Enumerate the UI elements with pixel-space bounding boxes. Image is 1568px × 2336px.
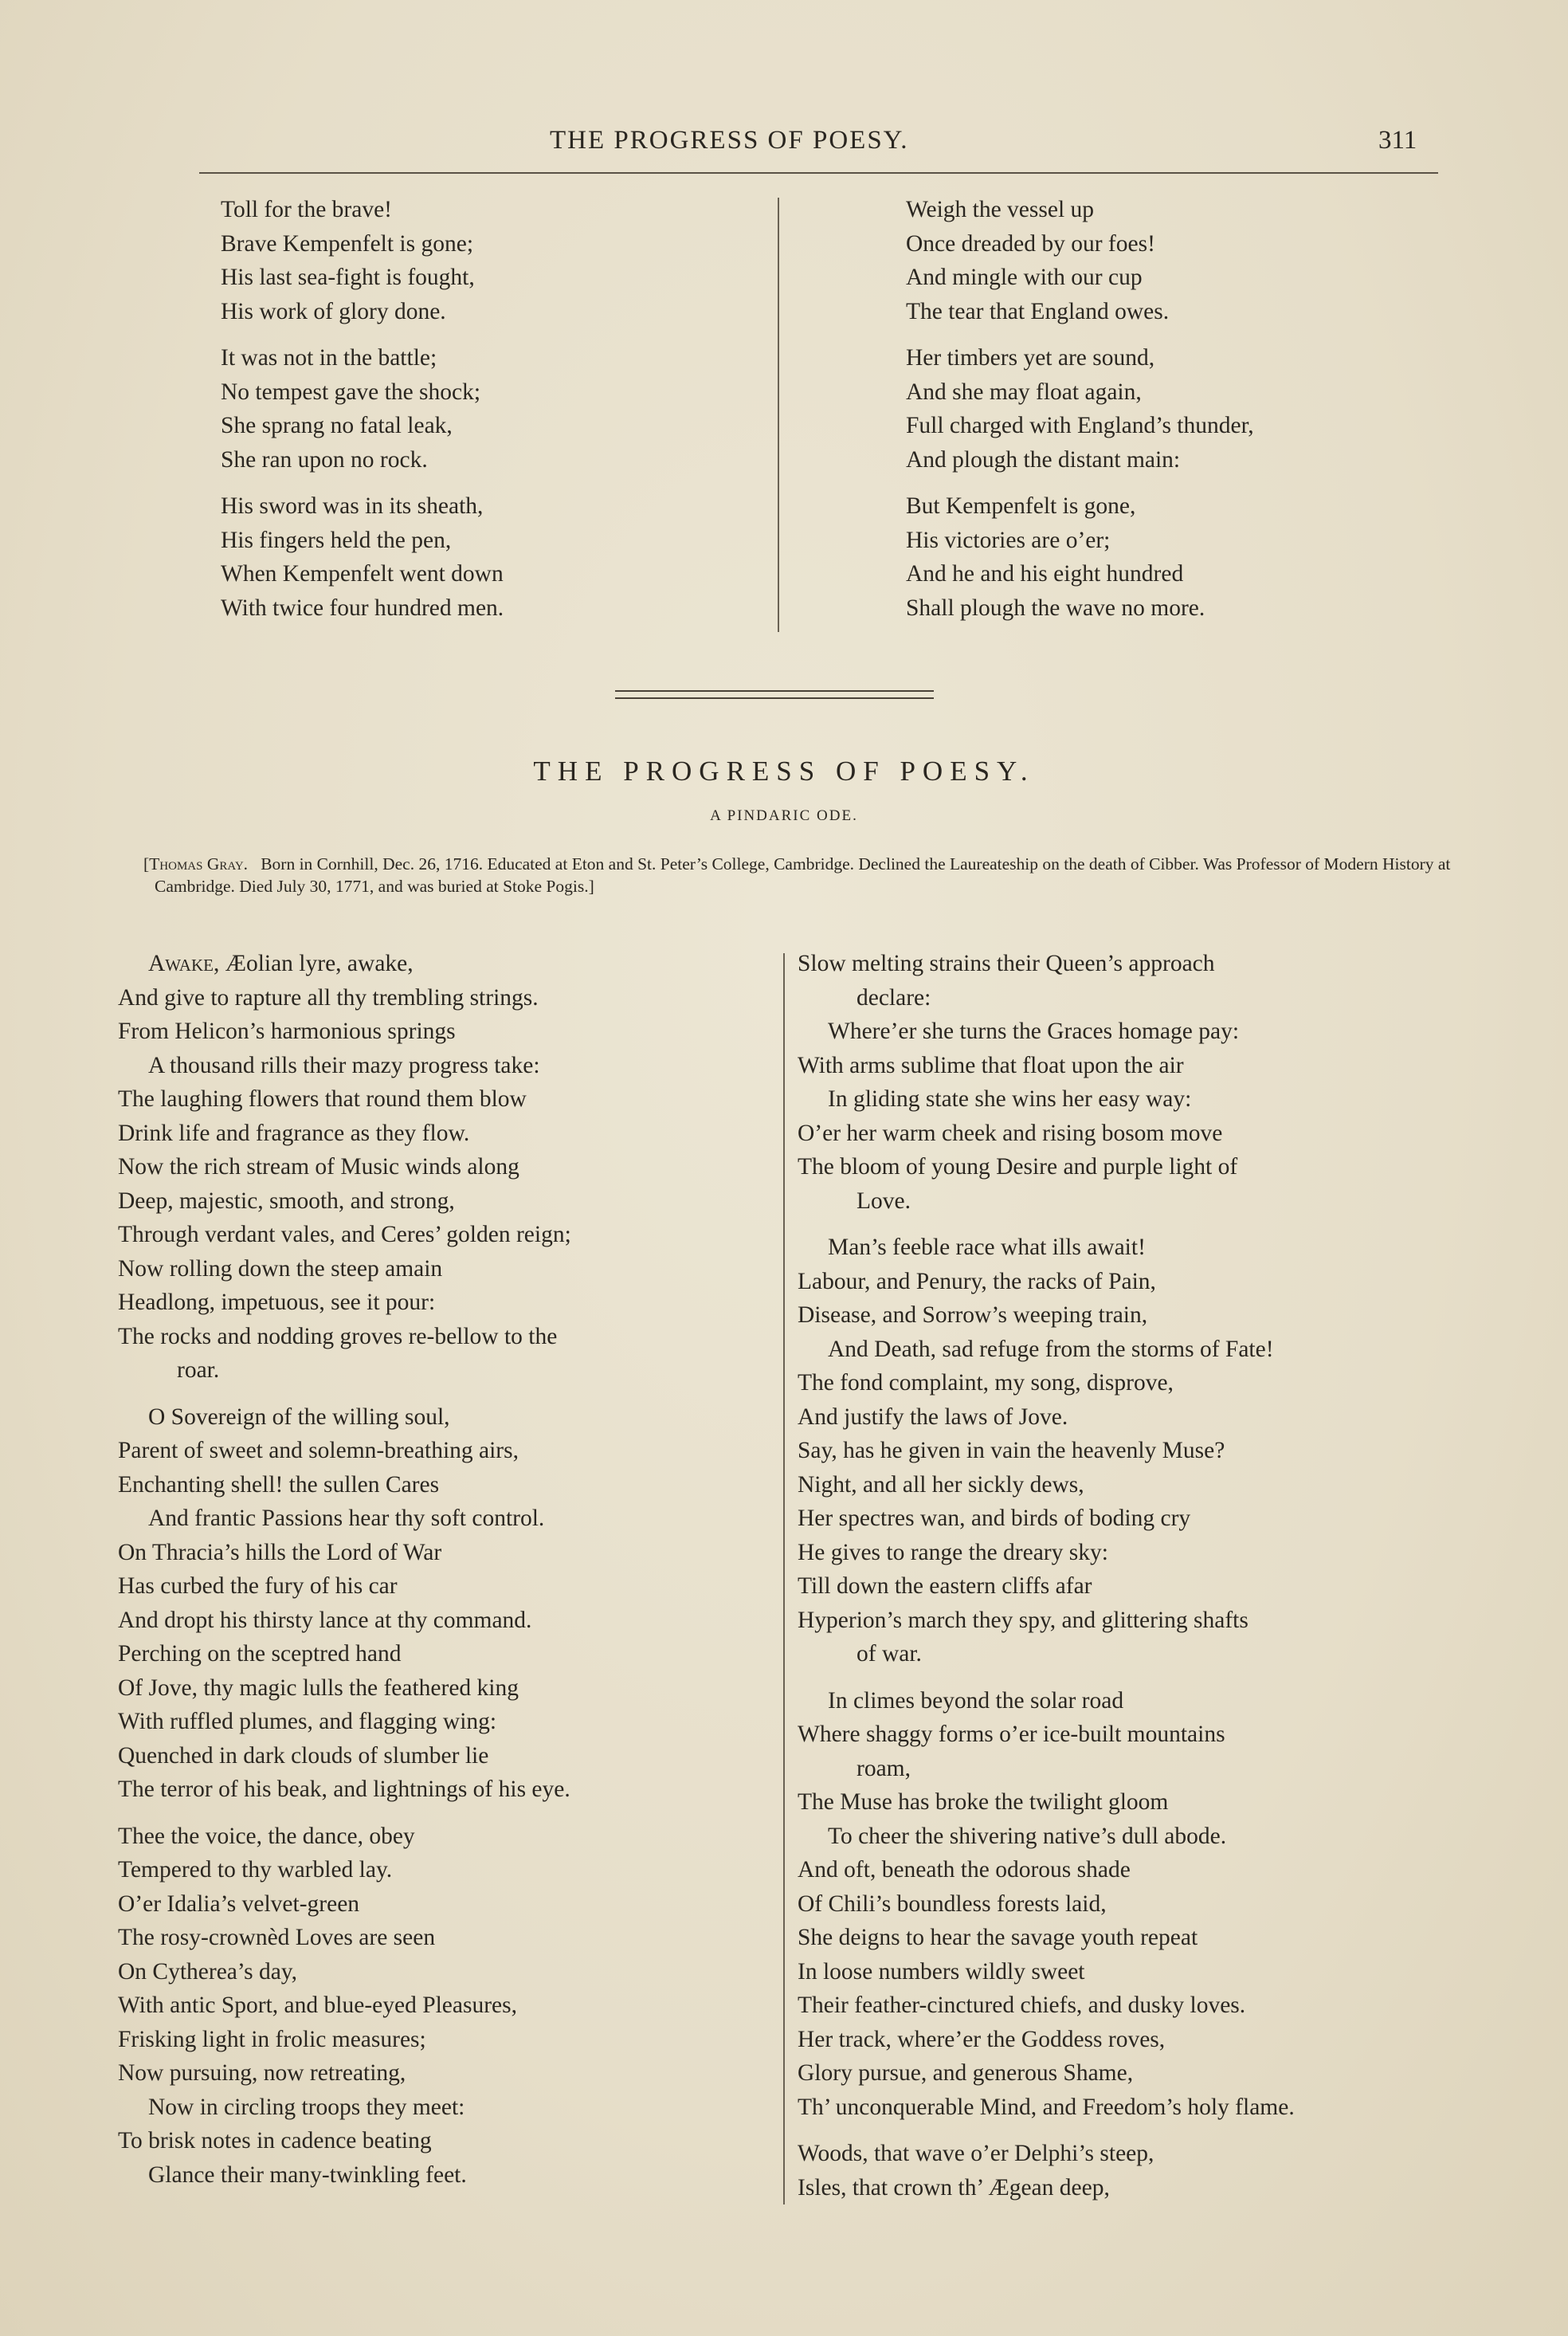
verse-line: The terror of his beak, and lightnings of his eye.	[118, 1777, 570, 1802]
verse-line: With arms sublime that float upon the air	[798, 1052, 1184, 1078]
verse-line: Parent of sweet and solemn-breathing airs,	[118, 1438, 519, 1463]
bio-text: Born in Cornhill, Dec. 26, 1716. Educated at Eton and St. Peter’s College, Cambridge. Declined the Laureateship on the death of Cibber. Was Professor of Modern History at Cambridge. Died July 30, 1771, and was buried at Stoke Pogis.]	[155, 854, 1451, 896]
verse-line: And give to rapture all thy trembling strings.	[118, 984, 539, 1011]
verse-line: Till down the eastern cliffs afar	[798, 1573, 1092, 1599]
verse-line: Quenched in dark clouds of slumber lie	[118, 1742, 489, 1769]
stanza	[118, 947, 571, 1388]
verse-line: A thousand rills their mazy progress take:	[148, 1052, 540, 1078]
verse-line: Now pursuing, now retreating,	[118, 2060, 406, 2086]
verse-line: She ran upon no rock.	[221, 446, 428, 473]
verse-line: Where’er she turns the Graces homage pay:	[828, 1019, 1240, 1044]
page-number: 311	[1378, 126, 1417, 155]
verse-line: Say, has he given in vain the heavenly Muse?	[798, 1438, 1225, 1463]
verse-line: And mingle with our cup	[906, 265, 1143, 290]
header-rule	[199, 172, 1438, 174]
verse-line: of war.	[857, 1641, 922, 1667]
column-rule-top	[778, 198, 779, 632]
verse-line: Slow melting strains their Queen’s approach	[798, 951, 1215, 976]
verse-line: Deep, majestic, smooth, and strong,	[118, 1188, 455, 1214]
stanza	[798, 1231, 1295, 1671]
verse-line: Love.	[857, 1188, 911, 1214]
verse-line: Of Jove, thy magic lulls the feathered king	[118, 1674, 519, 1701]
stanza	[906, 489, 1254, 625]
verse-line: Enchanting shell! the sullen Cares	[118, 1471, 440, 1498]
verse-line: The laughing flowers that round them blow	[118, 1086, 527, 1112]
verse-line: The fond complaint, my song, disprove,	[798, 1370, 1174, 1396]
stanza	[798, 947, 1295, 1218]
verse-line: Where shaggy forms o’er ice-built mountains	[798, 1722, 1225, 1747]
verse-line: Her timbers yet are sound,	[906, 345, 1155, 371]
verse-line: roar.	[177, 1357, 220, 1383]
stanza	[118, 1820, 571, 2193]
bio-author-name: Thomas Gray.	[149, 854, 249, 874]
verse-line: Tempered to thy warbled lay.	[118, 1857, 393, 1883]
verse-line: Shall plough the wave no more.	[906, 595, 1205, 621]
verse-line: His victories are o’er;	[906, 527, 1111, 553]
stanza	[906, 341, 1254, 477]
verse-line: The bloom of young Desire and purple light of	[798, 1154, 1238, 1180]
poem-right-column	[798, 947, 1295, 2217]
stanza	[906, 193, 1254, 328]
stanza	[221, 193, 504, 328]
verse-line-text: Æolian lyre, awake,	[219, 951, 414, 976]
author-biography-note	[143, 853, 1453, 897]
verse-line: Disease, and Sorrow’s weeping train,	[798, 1302, 1148, 1328]
verse-line: In gliding state she wins her easy way:	[828, 1086, 1192, 1112]
verse-line: Their feather-cinctured chiefs, and dusky loves.	[798, 1992, 1246, 2018]
verse-line: With antic Sport, and blue-eyed Pleasures,	[118, 1992, 517, 2018]
verse-line: Her spectres wan, and birds of boding cry	[798, 1506, 1191, 1531]
verse-line: Thee the voice, the dance, obey	[118, 1823, 415, 1849]
verse-line: And oft, beneath the odorous shade	[798, 1857, 1131, 1883]
verse-line: O Sovereign of the willing soul,	[148, 1404, 450, 1430]
verse-line: The tear that England owes.	[906, 298, 1170, 324]
verse-line: His sword was in its sheath,	[221, 493, 484, 519]
verse-line: Toll for the brave!	[221, 197, 392, 222]
stanza	[798, 2137, 1295, 2204]
verse-line: His last sea-fight is fought,	[221, 265, 475, 290]
verse-line: Through verdant vales, and Ceres’ golden reign;	[118, 1222, 571, 1247]
verse-line: Man’s feeble race what ills await!	[828, 1235, 1146, 1260]
verse-line: She sprang no fatal leak,	[221, 413, 453, 438]
opening-word: Awake,	[148, 951, 220, 976]
section-double-rule	[615, 690, 934, 699]
poem-title: THE PROGRESS OF POESY.	[533, 756, 1035, 787]
verse-line: On Thracia’s hills the Lord of War	[118, 1539, 442, 1565]
verse-line: Of Chili’s boundless forests laid,	[798, 1890, 1107, 1917]
verse-line: Glance their many-twinkling feet.	[148, 2161, 467, 2188]
verse-line: His fingers held the pen,	[221, 527, 452, 553]
verse-line: Labour, and Penury, the racks of Pain,	[798, 1268, 1156, 1294]
verse-line: And plough the distant main:	[906, 446, 1181, 473]
verse-line: On Cytherea’s day,	[118, 1958, 298, 1985]
verse-line: And he and his eight hundred	[906, 561, 1184, 587]
verse-line: Now the rich stream of Music winds along	[118, 1154, 519, 1180]
verse-line: To brisk notes in cadence beating	[118, 2128, 432, 2153]
verse-line: Once dreaded by our foes!	[906, 230, 1155, 257]
verse-line: Brave Kempenfelt is gone;	[221, 230, 474, 257]
bio-open-bracket: [	[143, 854, 150, 874]
verse-line: To cheer the shivering native’s dull abode.	[828, 1823, 1227, 1849]
verse-line: declare:	[857, 984, 931, 1011]
verse-line: He gives to range the dreary sky:	[798, 1539, 1108, 1565]
verse-line: O’er Idalia’s velvet-green	[118, 1890, 360, 1917]
column-rule-main	[783, 953, 785, 2204]
verse-line: roam,	[857, 1755, 911, 1781]
verse-line: O’er her warm cheek and rising bosom move	[798, 1120, 1223, 1146]
verse-line: Has curbed the fury of his car	[118, 1573, 398, 1599]
verse-line: The rocks and nodding groves re-bellow to the	[118, 1323, 558, 1349]
verse-line: In climes beyond the solar road	[828, 1687, 1124, 1714]
verse-line: Th’ unconquerable Mind, and Freedom’s holy flame.	[798, 2094, 1295, 2120]
verse-line: And Death, sad refuge from the storms of Fate!	[828, 1336, 1274, 1362]
verse-line: No tempest gave the shock;	[221, 379, 481, 405]
verse-line: With twice four hundred men.	[221, 595, 504, 621]
verse-line: Her track, where’er the Goddess roves,	[798, 2026, 1166, 2052]
stanza	[221, 489, 504, 625]
poem-subtitle: A PINDARIC ODE.	[710, 807, 858, 824]
verse-line: Isles, that crown th’ Ægean deep,	[798, 2174, 1110, 2201]
verse-line: The rosy-crownèd Loves are seen	[118, 1925, 436, 1950]
verse-line: And dropt his thirsty lance at thy command.	[118, 1607, 532, 1633]
verse-line: And justify the laws of Jove.	[798, 1404, 1068, 1430]
verse-line: Glory pursue, and generous Shame,	[798, 2060, 1134, 2086]
verse-line	[118, 947, 571, 981]
poem-left-column	[118, 947, 571, 2204]
verse-line: His work of glory done.	[221, 298, 446, 324]
stanza	[118, 1400, 571, 1807]
verse-line: The Muse has broke the twilight gloom	[798, 1789, 1169, 1815]
verse-line: And she may float again,	[906, 379, 1142, 405]
verse-line: Now rolling down the steep amain	[118, 1255, 443, 1282]
stanza	[221, 341, 504, 477]
verse-line: When Kempenfelt went down	[221, 561, 504, 587]
previous-poem-left-column	[221, 193, 504, 638]
verse-line: Perching on the sceptred hand	[118, 1641, 402, 1667]
verse-line: Now in circling troops they meet:	[148, 2094, 465, 2120]
running-title: THE PROGRESS OF POESY.	[550, 126, 909, 155]
verse-line: But Kempenfelt is gone,	[906, 493, 1136, 519]
verse-line: Headlong, impetuous, see it pour:	[118, 1290, 436, 1315]
verse-line: Weigh the vessel up	[906, 197, 1095, 222]
verse-line: Woods, that wave o’er Delphi’s steep,	[798, 2141, 1154, 2166]
verse-line: She deigns to hear the savage youth repeat	[798, 1925, 1198, 1950]
previous-poem-right-column	[906, 193, 1254, 638]
verse-line: And frantic Passions hear thy soft control.	[148, 1506, 545, 1531]
verse-line: With ruffled plumes, and flagging wing:	[118, 1709, 497, 1734]
verse-line: Full charged with England’s thunder,	[906, 413, 1254, 438]
verse-line: It was not in the battle;	[221, 345, 437, 371]
running-header	[0, 126, 1568, 166]
verse-line: In loose numbers wildly sweet	[798, 1958, 1085, 1985]
verse-line: Hyperion’s march they spy, and glittering shafts	[798, 1607, 1249, 1633]
stanza	[798, 1684, 1295, 2125]
verse-line: From Helicon’s harmonious springs	[118, 1019, 456, 1044]
verse-line: Frisking light in frolic measures;	[118, 2026, 426, 2052]
verse-line: Drink life and fragrance as they flow.	[118, 1120, 470, 1146]
verse-line: Night, and all her sickly dews,	[798, 1471, 1084, 1498]
